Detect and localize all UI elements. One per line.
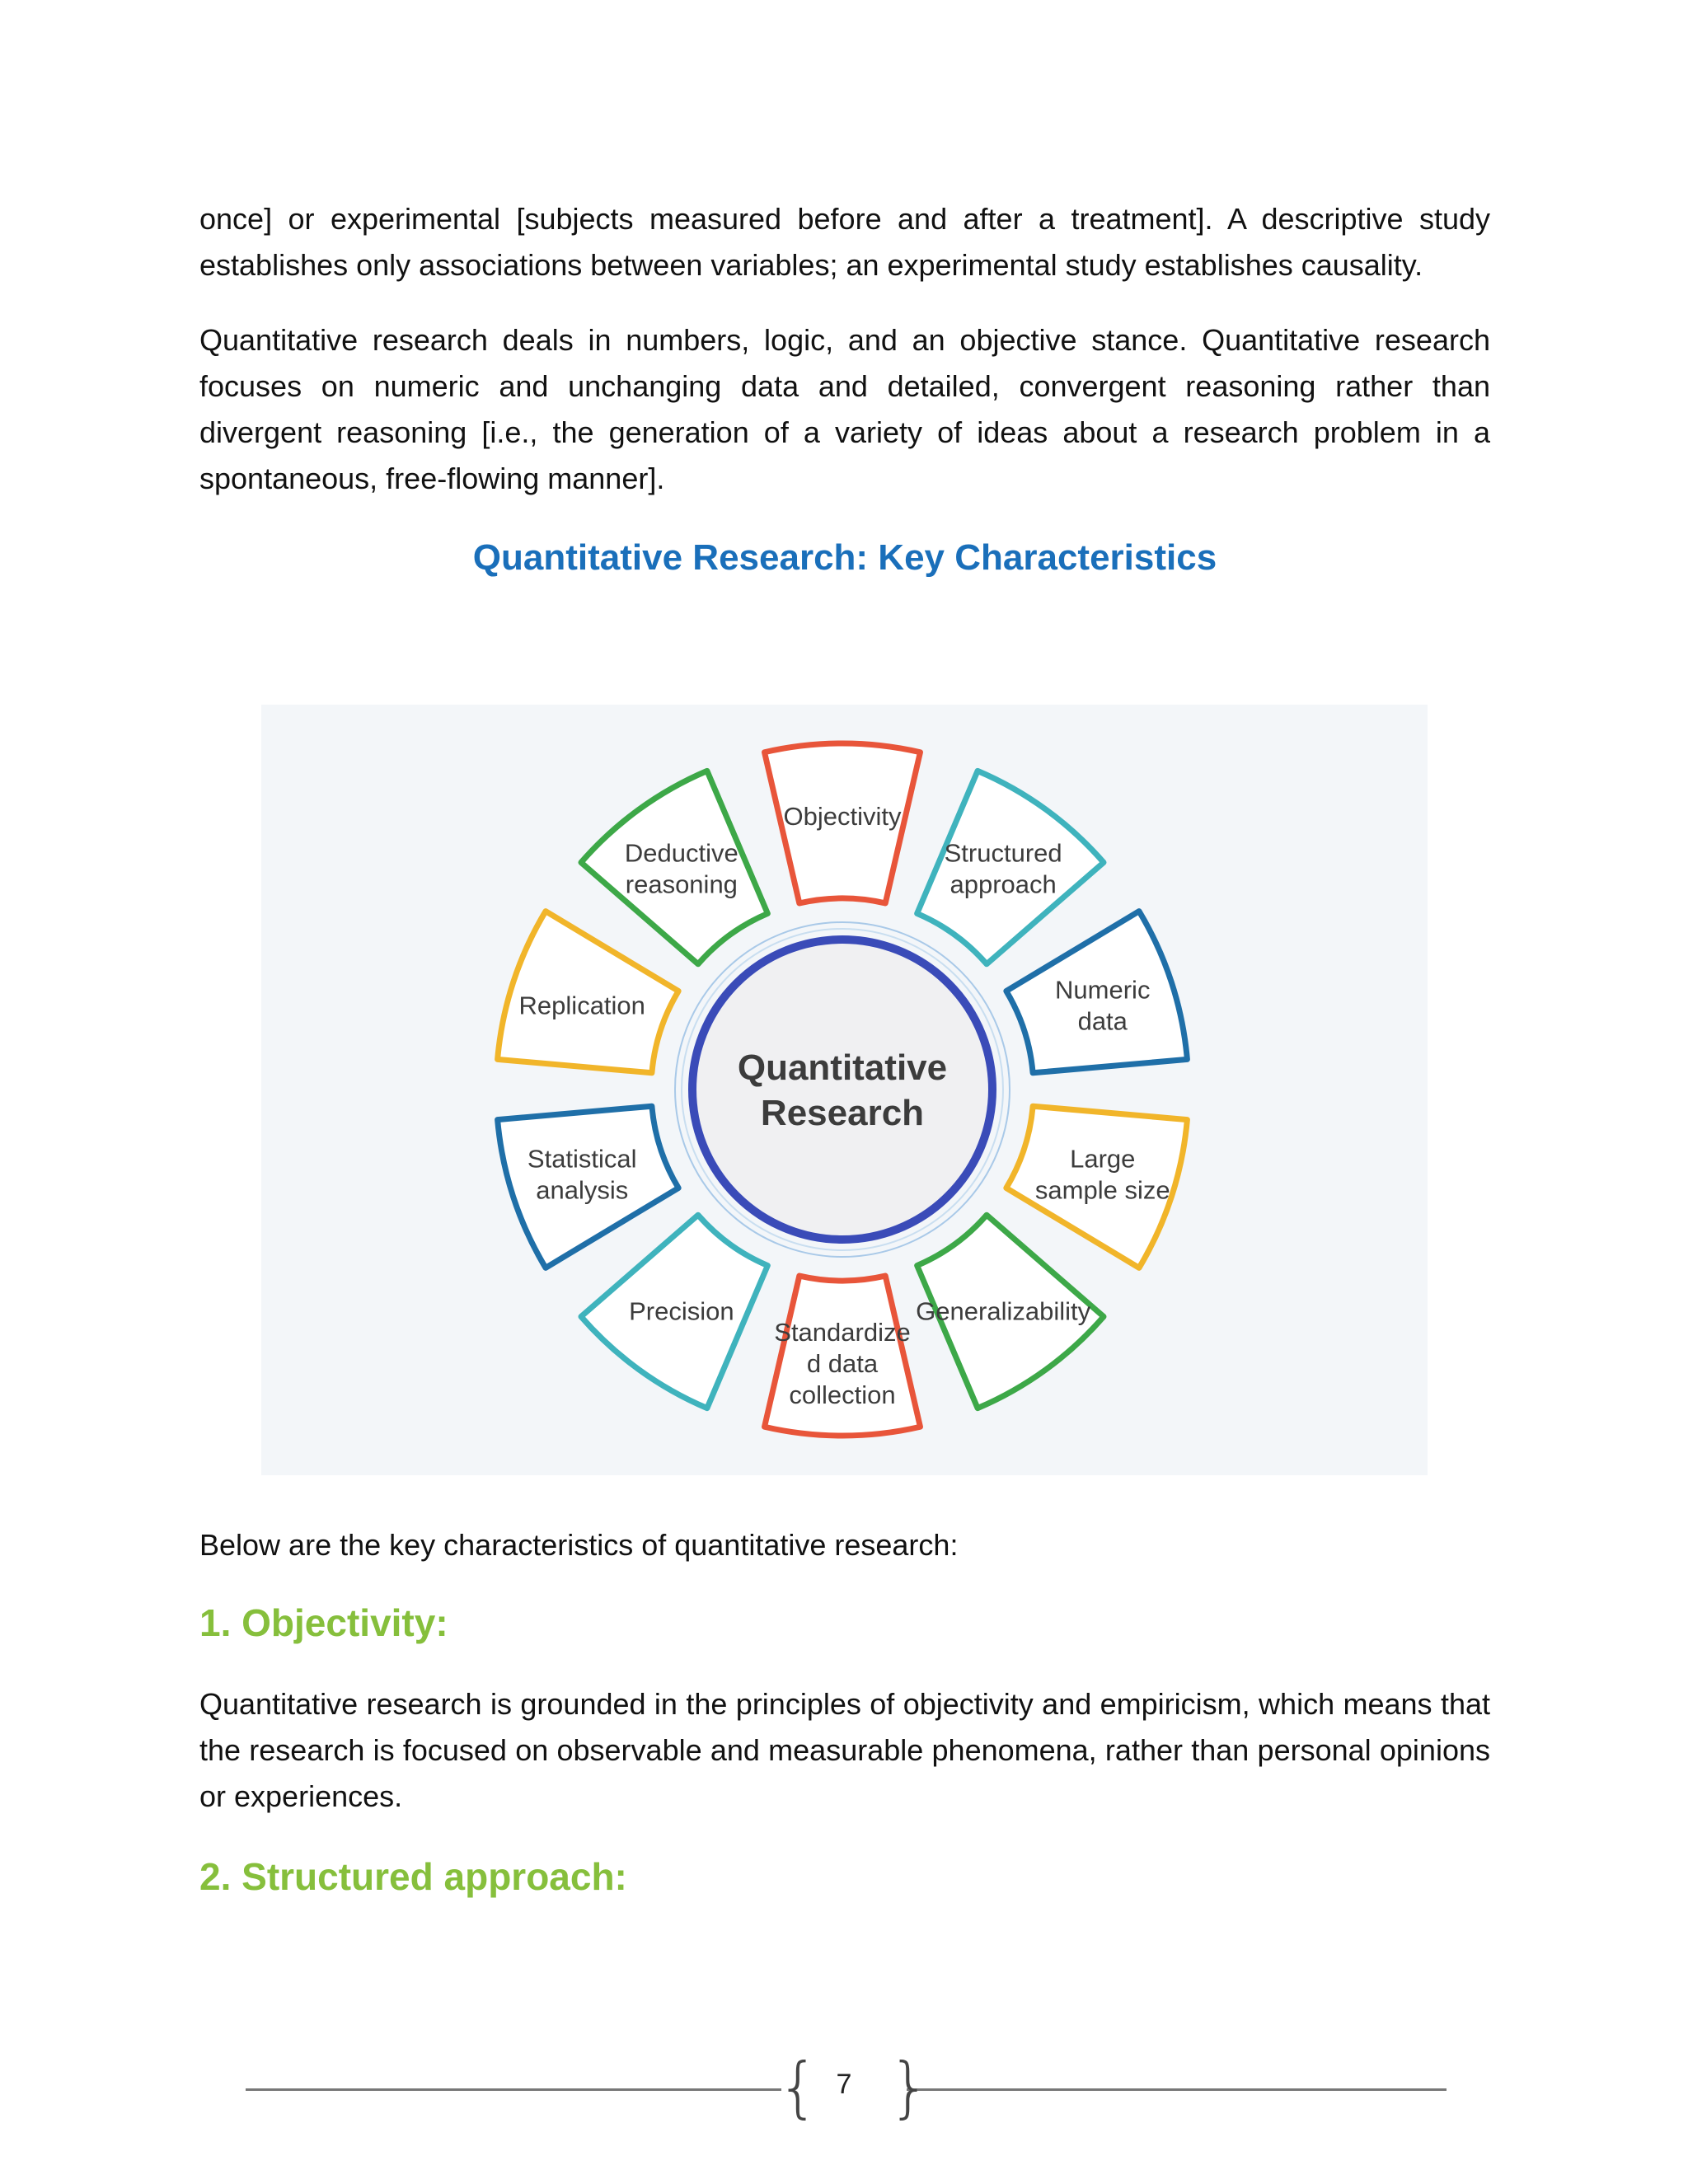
segment-label-2-line-0: Numeric — [1055, 975, 1151, 1005]
segment-label-0-line-0: Objectivity — [783, 802, 902, 831]
segment-label-5-line-0: Standardize — [774, 1318, 911, 1347]
characteristics-diagram — [261, 705, 1428, 1475]
center-circle — [692, 940, 992, 1240]
segment-label-4-line-0: Generalizability — [916, 1296, 1091, 1326]
figure-title: Quantitative Research: Key Characteristics — [472, 537, 1217, 578]
segment-label-6-line-0: Precision — [629, 1296, 734, 1326]
footer-line-right — [907, 2088, 1447, 2091]
page-number: 7 — [836, 2069, 852, 2100]
segment-label-8-line-0: Replication — [518, 991, 645, 1020]
segment-label-7-line-1: analysis — [536, 1175, 629, 1205]
paragraph-objectivity: Quantitative research is grounded in the principles of objectivity and empiricism, which means that the research is focused on observable and measurable phenomena, rather than personal opinions or experiences. — [199, 1687, 1490, 1813]
heading-structured-approach: 2. Structured approach: — [199, 1855, 627, 1898]
segment-label-3-line-0: Large — [1070, 1144, 1136, 1174]
segment-label-9-line-0: Deductive — [624, 838, 738, 868]
paragraph-research-design: once] or experimental [subjects measured before and after a treatment]. A descriptive study establishes only associations between variables; an experimental study establishes causality. — [199, 202, 1490, 282]
segment-label-7-line-0: Statistical — [527, 1144, 637, 1174]
segment-label-1-line-1: approach — [950, 869, 1057, 899]
center-label-line-1: Quantitative — [737, 1047, 948, 1088]
footer-line-left — [246, 2088, 781, 2091]
center-label-line-2: Research — [760, 1093, 925, 1133]
footer-brace-right: } — [889, 2049, 931, 2125]
paragraph-quantitative-definition: Quantitative research deals in numbers, logic, and an objective stance. Quantitative research focuses on numeric and unchanging data and detailed, convergent reasoning rather than divergent reasoning [i.e., the generation of a variety of ideas about a research problem in a spontaneous, free-flowing manner]. — [199, 323, 1490, 495]
segment-label-2-line-1: data — [1077, 1006, 1128, 1036]
paragraph-intro-list: Below are the key characteristics of quantitative research: — [199, 1528, 959, 1562]
footer-brace-left: { — [777, 2049, 819, 2125]
segment-label-1-line-0: Structured — [944, 838, 1062, 868]
segment-label-5-line-1: d data — [806, 1349, 879, 1378]
characteristics-wheel — [261, 705, 1428, 1475]
segment-label-5-line-2: collection — [789, 1380, 896, 1409]
heading-objectivity: 1. Objectivity: — [199, 1601, 448, 1644]
segment-label-9-line-1: reasoning — [625, 869, 738, 899]
segment-label-3-line-1: sample size — [1034, 1175, 1170, 1205]
